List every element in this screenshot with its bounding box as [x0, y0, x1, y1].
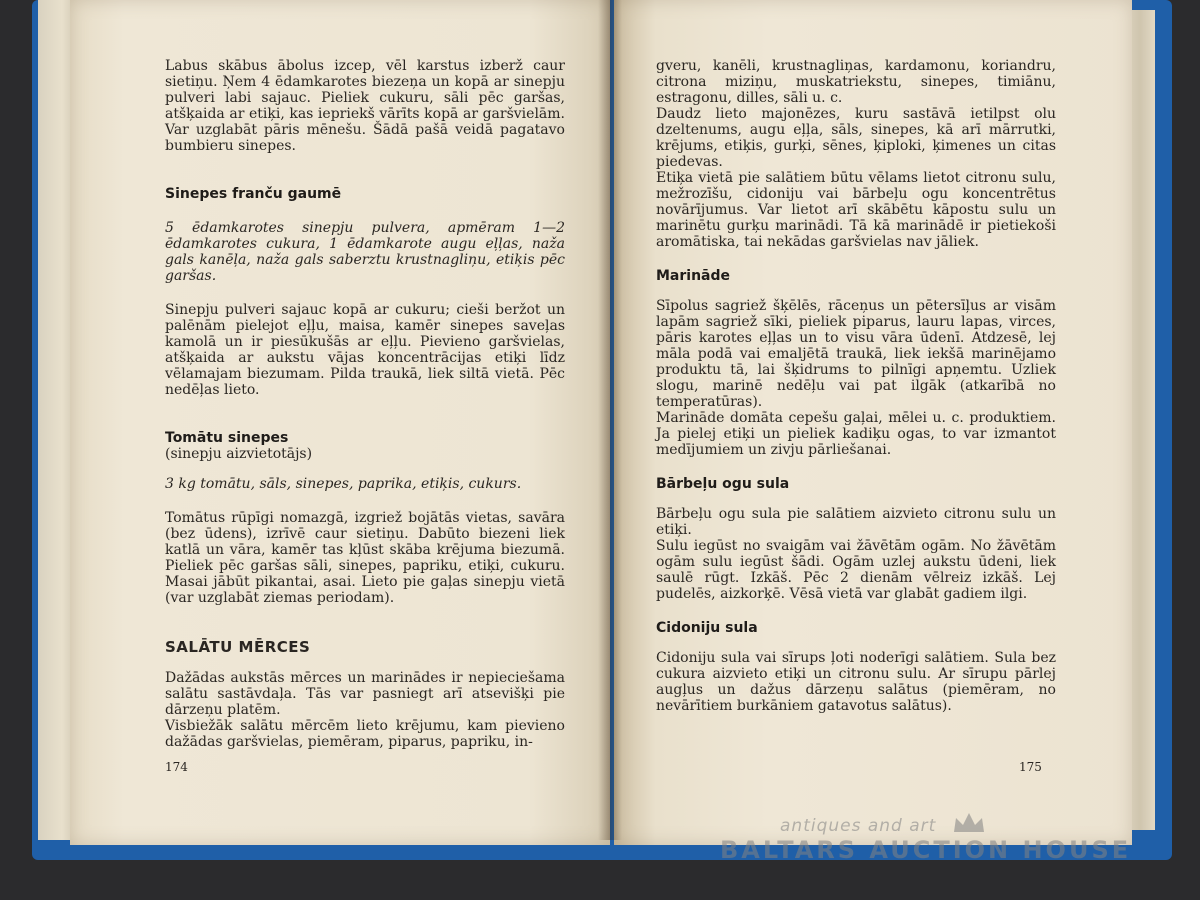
paragraph: Daudz lieto majonēzes, kuru sastāvā ietilpst olu dzeltenums, augu eļļa, sāls, sinepes, kā arī mārrutki, krējums, etiķis, gurķi, sēnes, ķiploki, ķimenes un citas piedevas. [656, 106, 1056, 170]
recipe-title: Marināde [656, 268, 731, 284]
right-page-text [656, 58, 1056, 714]
paragraph: Etiķa vietā pie salātiem būtu vēlams lietot citronu sulu, mežrozīšu, cidoniju vai bārbeļu ogu koncentrētus novārījumus. Var lietot arī skābētu kāpostu sulu un marinētu gurķu marinādi. Tā kā marinādē ir pietiekoši aromātiska, tai nekādas garšvielas nav jāliek. [656, 170, 1056, 250]
paragraph: Sīpolus sagriež šķēlēs, rāceņus un pētersīļus ar visām lapām sagriež sīki, pieliek piparus, lauru lapas, virces, pāris karotes eļļas un to visu vāra ūdenī. Atdzesē, lej māla podā vai emaljētā traukā, liek iekšā marinējamo produktu tā, lai šķidrums to pilnīgi apņemtu. Uzliek slogu, marinē nedēļu vai pat ilgāk (atkarībā no temperatūras). [656, 298, 1056, 410]
ingredients: 5 ēdamkarotes sinepju pulvera, apmēram 1—2 ēdamkarotes cukura, 1 ēdamkarote augu eļļas, naža gals kanēļa, naža gals saberztu krustnagliņu, etiķis pēc garšas. [165, 220, 565, 284]
paragraph: Tomātus rūpīgi nomazgā, izgriež bojātās vietas, savāra (bez ūdens), izrīvē caur sietiņu. Dabūto biezeni liek katlā un vāra, kamēr tas kļūst skāba krējuma biezumā. Pieliek pēc garšas sāli, sinepes, papriku, etiķi, cukuru. Masai jābūt pikantai, asai. Lieto pie gaļas sinepju vietā (var uzglabāt ziemas periodam). [165, 510, 565, 606]
paragraph: Sulu iegūst no svaigām vai žāvētām ogām. No žāvētām ogām sulu iegūst šādi. Ogām uzlej aukstu ūdeni, liek saulē rūgt. Izkāš. Pēc 2 dienām vēlreiz izkāš. Lej pudelēs, aizkorķē. Vēsā vietā var glabāt gadiem ilgi. [656, 538, 1056, 602]
recipe-title: Cidoniju sula [656, 620, 758, 636]
paragraph: Dažādas aukstās mērces un marinādes ir nepieciešama salātu sastāvdaļa. Tās var pasniegt arī atsevišķi pie dārzeņu platēm. [165, 670, 565, 718]
book-gutter [598, 0, 622, 840]
left-page-text [165, 58, 565, 750]
left-page [70, 0, 610, 845]
paragraph: Bārbeļu ogu sula pie salātiem aizvieto citronu sulu un etiķi. [656, 506, 1056, 538]
ingredients: 3 kg tomātu, sāls, sinepes, paprika, etiķis, cukurs. [165, 476, 522, 492]
paragraph: gveru, kanēli, krustnagliņas, kardamonu, koriandru, citrona miziņu, muskatriekstu, sinepes, timiānu, estragonu, dilles, sāli u. c. [656, 58, 1056, 106]
watermark-tagline: antiques and art [780, 816, 937, 836]
recipe-subtitle: (sinepju aizvietotājs) [165, 446, 313, 462]
watermark-brand: BALTARS AUCTION HOUSE [720, 836, 1132, 864]
paragraph: Sinepju pulveri sajauc kopā ar cukuru; cieši beržot un palēnām pielejot eļļu, maisa, kamēr sinepes saveļas kamolā un ir piesūkušās ar eļļu. Pievieno garšvielas, atšķaida ar aukstu vājas koncentrācijas etiķi līdz vēlamajam biezumam. Pilda traukā, liek siltā vietā. Pēc nedēļas lieto. [165, 302, 565, 398]
section-title: SALĀTU MĒRCES [165, 638, 311, 656]
recipe-title: Bārbeļu ogu sula [656, 476, 790, 492]
recipe-title: Tomātu sinepes [165, 430, 289, 446]
page-number: 175 [1019, 760, 1042, 774]
paragraph: Visbiežāk salātu mērcēm lieto krējumu, kam pievieno dažādas garšvielas, piemēram, piparus, papriku, in- [165, 718, 565, 750]
right-page [614, 0, 1132, 845]
paragraph: Cidoniju sula vai sīrups ļoti noderīgi salātiem. Sula bez cukura aizvieto etiķi un citronu sulu. Ar sīrupu pārlej augļus un dažus dārzeņu salātus (piemēram, no nevārītiem burkāniem gatavotus salātus). [656, 650, 1056, 714]
recipe-title: Sinepes franču gaumē [165, 186, 342, 202]
paragraph: Marināde domāta cepešu gaļai, mēlei u. c. produktiem. Ja pielej etiķi un pieliek kadiķu ogas, to var izmantot medījumiem un zivju pārliešanai. [656, 410, 1056, 458]
page-number: 174 [165, 760, 188, 774]
paragraph: Labus skābus ābolus izcep, vēl karstus izberž caur sietiņu. Ņem 4 ēdamkarotes biezeņa un kopā ar sinepju pulveri labi sajauc. Pieliek cukuru, sāli pēc garšas, atšķaida ar etiķi, kas iepriekš vārīts kopā ar garšvielām. Var uzglabāt pāris mēnešu. Šādā pašā veidā pagatavo bumbieru sinepes. [165, 58, 565, 154]
